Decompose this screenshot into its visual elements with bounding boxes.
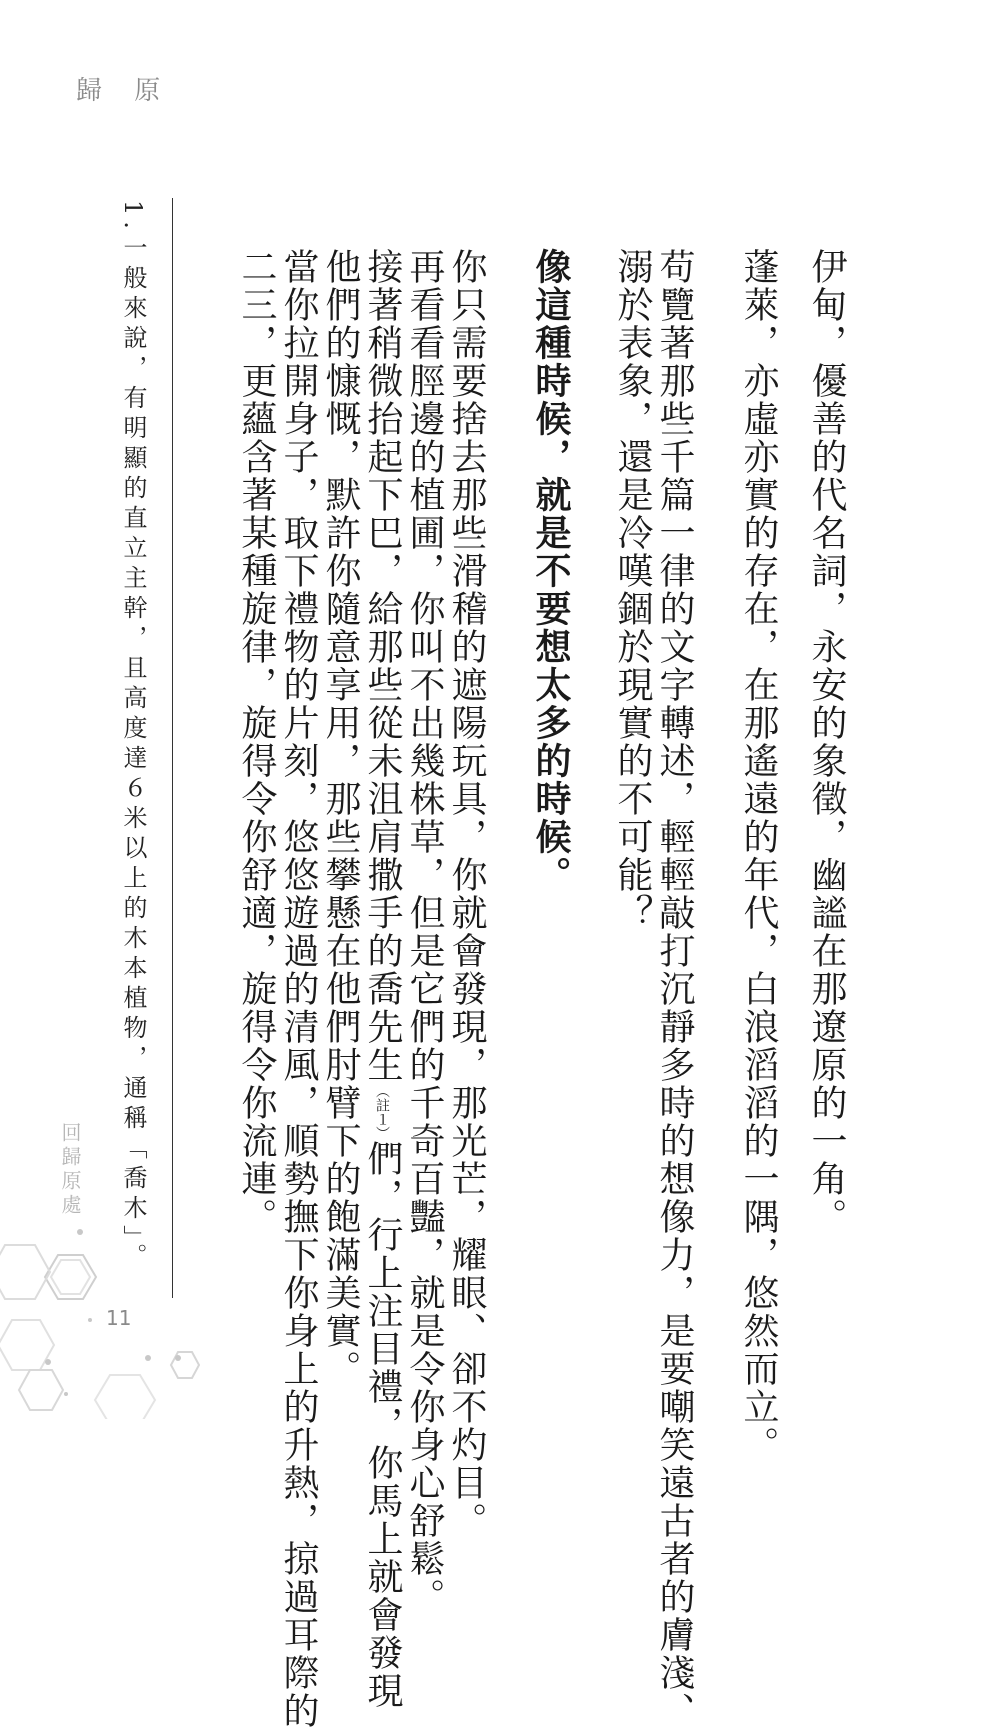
trees-line-1-part-a: 接著稍微抬起下巴，給那些從未沮肩撒手的喬先生 [362, 248, 403, 1084]
paragraph-penglai: 蓬萊，亦虛亦實的存在，在那遙遠的年代，白浪滔滔的一隅，悠然而立。 [738, 248, 779, 1464]
footnote-marker: （註１） [374, 1084, 390, 1140]
paragraph-trees-line-2: 他們的慷慨，默許你隨意享用，那些攀懸在他們肘臂下的飽滿美實。 [320, 248, 361, 1388]
hexagon-shape [45, 1255, 96, 1299]
decor-dot [88, 1318, 92, 1322]
page-number: 11 [106, 1306, 132, 1330]
paragraph-reading-line-1: 苟覽著那些千篇一律的文字轉述，輕輕敲打沉靜多時的想像力，是要嘲笑遠古者的膚淺、 [654, 248, 695, 1730]
hexagon-shape [19, 1370, 63, 1410]
hexagon-decoration [0, 1210, 200, 1419]
trees-line-1-part-b: 們，行上注目禮，你馬上就會發現 [362, 1140, 403, 1710]
footnote-number: 1. [119, 200, 147, 235]
footnote [118, 200, 148, 1273]
side-label: 回歸原處 [58, 1122, 82, 1218]
paragraph-plants: 再看看脛邊的植圃，你叫不出幾株草，但是它們的千奇百豔，就是令你身心舒鬆。 [404, 248, 445, 1616]
paragraph-breeze-line-2: 二三，更蘊含著某種旋律，旋得令你舒適，旋得令你流連。 [236, 248, 277, 1236]
running-header: 歸 原 [76, 76, 173, 106]
paragraph-trees-line-1 [362, 248, 402, 1710]
hexagon-shape [0, 1245, 50, 1299]
paragraph-breeze-line-1: 當你拉開身子，取下禮物的片刻，悠悠遊過的清風，順勢撫下你身上的升熱，掠過耳際的 [278, 248, 319, 1730]
decor-dot [64, 1392, 68, 1396]
paragraph-reading-line-2: 溺於表象，還是冷嘆錮於現實的不可能？ [612, 248, 653, 932]
decor-dot [45, 1359, 51, 1365]
hexagon-shape [95, 1375, 155, 1419]
emphasis-line: 像這種時候，就是不要想太多的時候。 [530, 248, 571, 894]
footnote-divider [172, 198, 173, 1298]
decor-dot [175, 1355, 181, 1361]
decor-dot [77, 1229, 83, 1235]
paragraph-eden: 伊甸，優善的代名詞，永安的象徵，幽謐在那遼原的一角。 [806, 248, 847, 1236]
footnote-text: 一般來說，有明顯的直立主幹，且高度達６米以上的木本植物，通稱「喬木」。 [119, 234, 147, 1273]
hexagon-shape [51, 1260, 90, 1294]
decor-dot [145, 1355, 151, 1361]
hexagon-shape [171, 1352, 199, 1378]
paragraph-light: 你只需要捨去那些滑稽的遮陽玩具，你就會發現，那光芒，耀眼、卻不灼目。 [446, 248, 487, 1540]
